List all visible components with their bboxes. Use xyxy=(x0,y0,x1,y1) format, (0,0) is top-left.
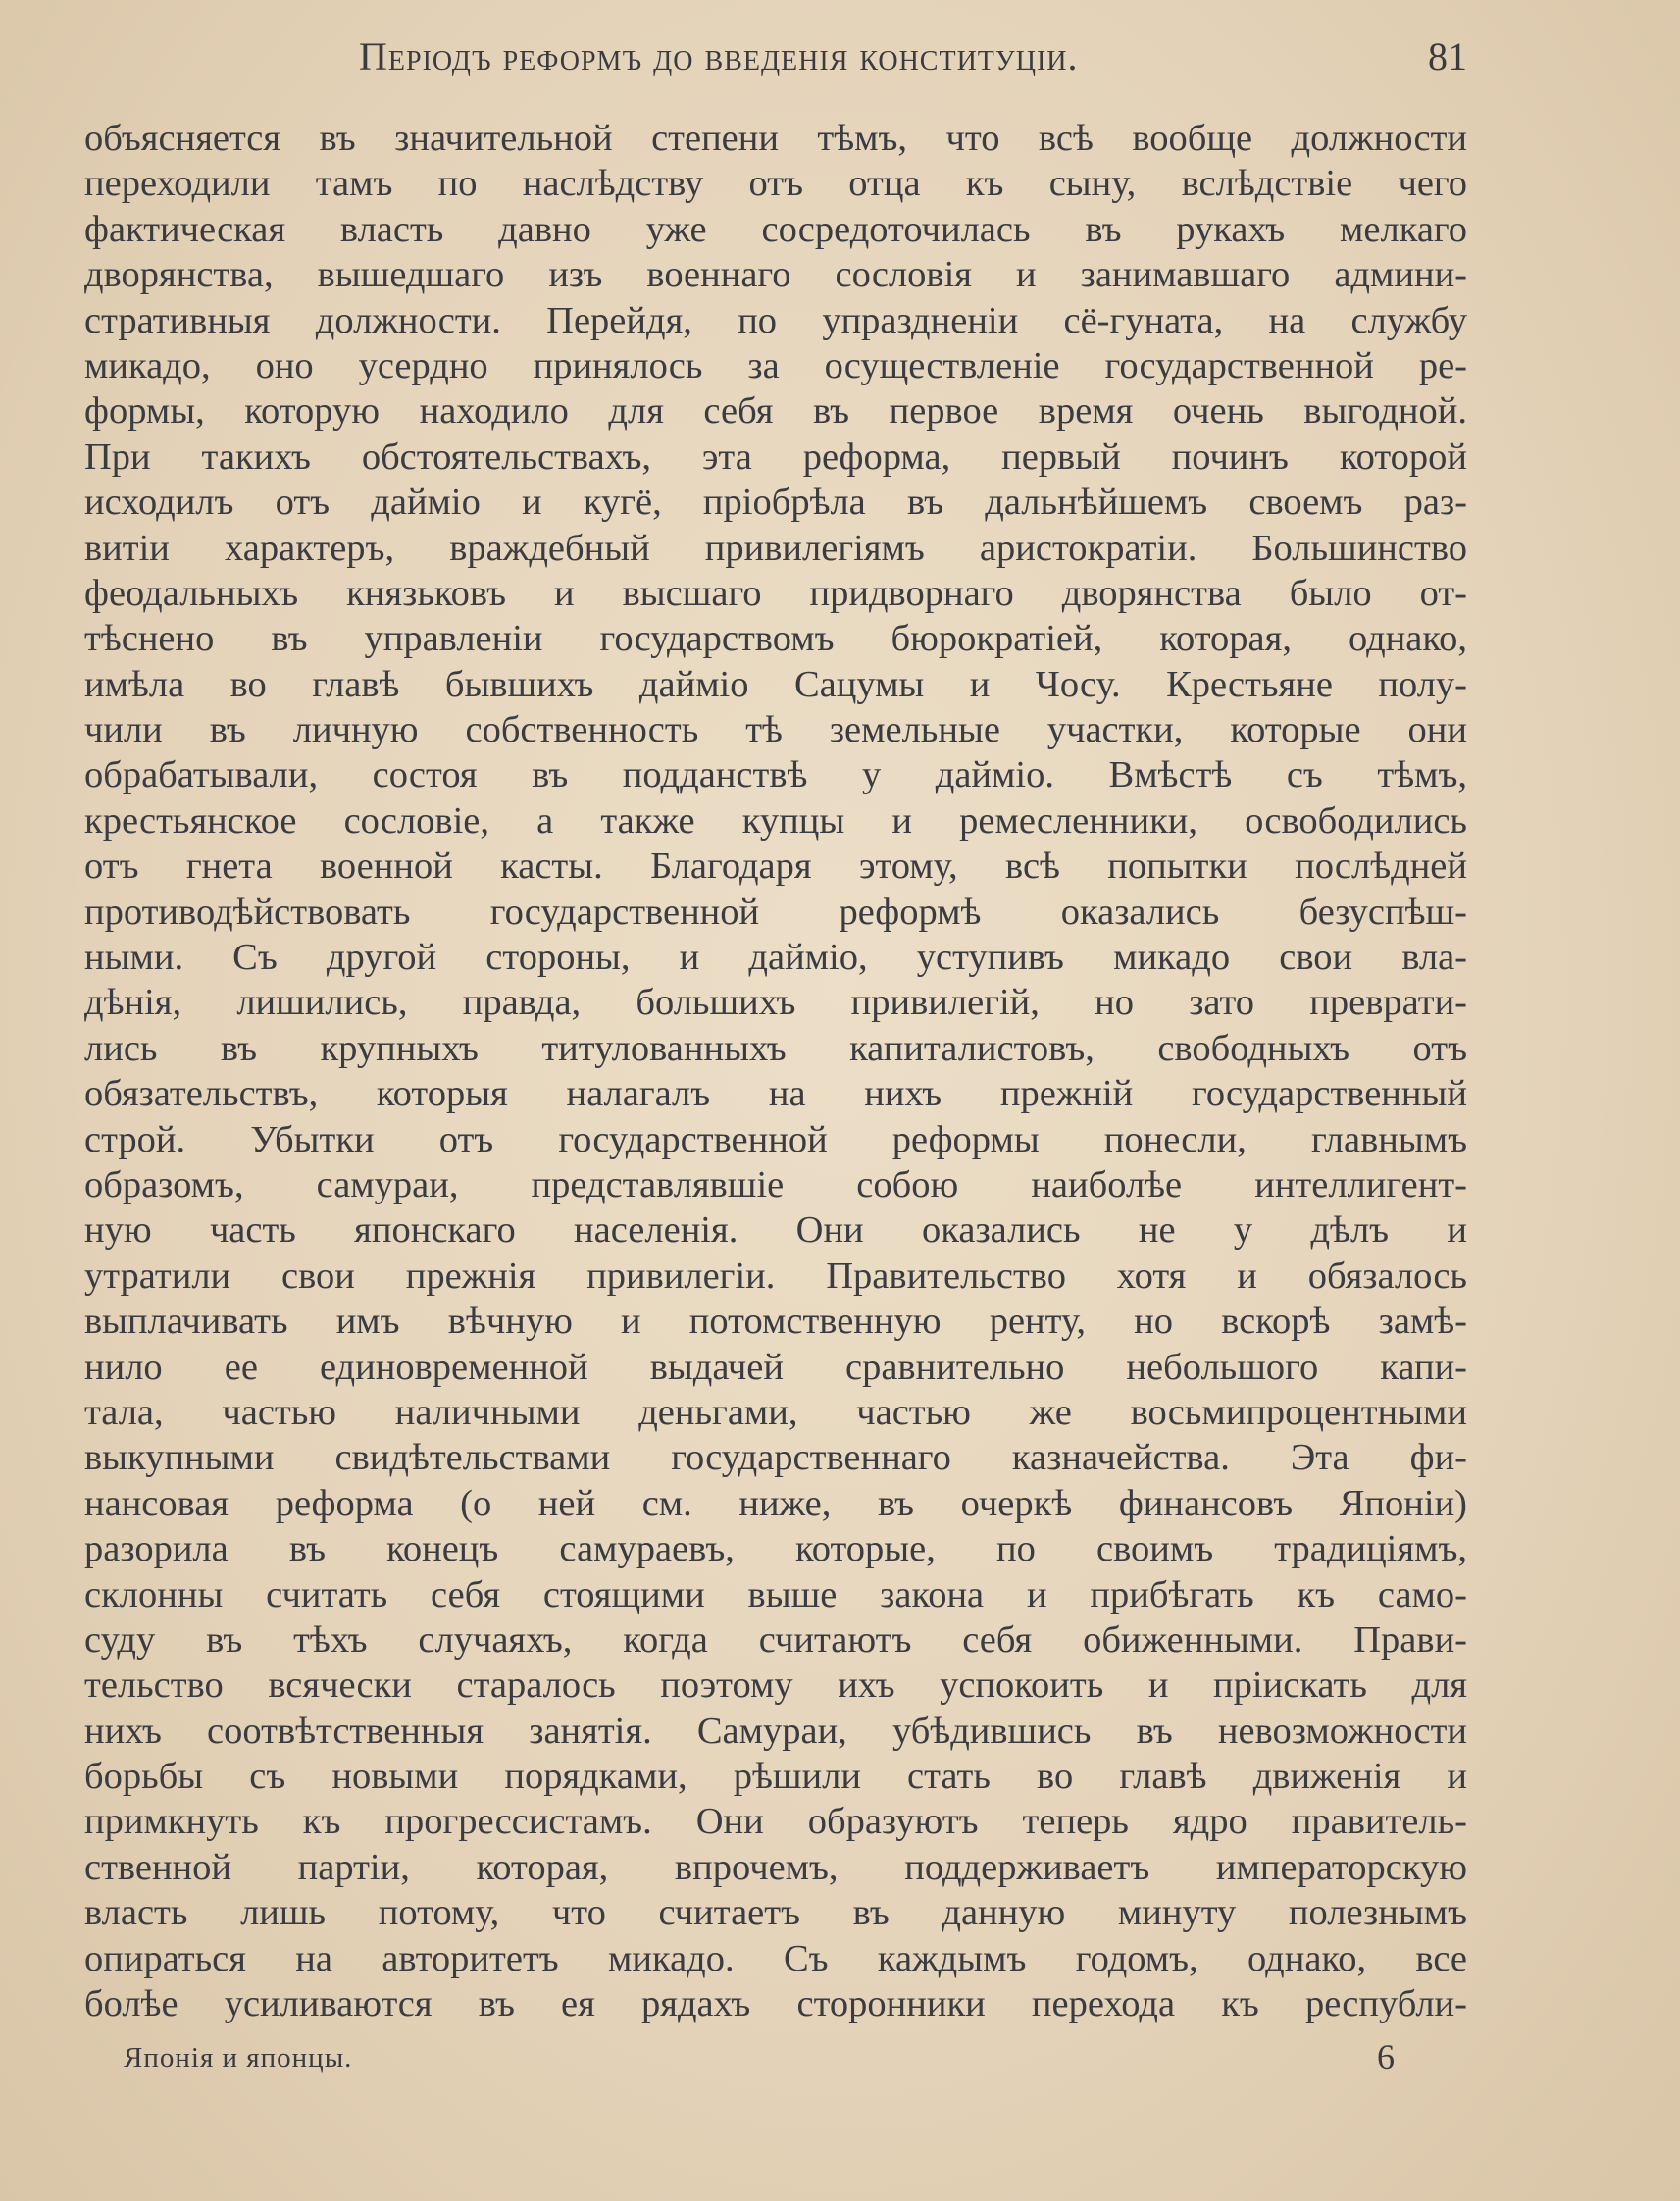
text-line: болѣе усиливаются въ ея рядахъ сторонники перехода къ республи- xyxy=(84,1983,1467,2025)
text-line: разорила въ конецъ самураевъ, которые, по своимъ традиціямъ, xyxy=(84,1528,1467,1570)
text-line: переходили тамъ по наслѣдству отъ отца къ сыну, вслѣдствіе чего xyxy=(84,163,1467,205)
text-line: обрабатывали, состоя въ подданствѣ у дайміо. Вмѣстѣ съ тѣмъ, xyxy=(84,754,1467,796)
text-line: выплачивать имъ вѣчную и потомственную ренту, но вскорѣ замѣ- xyxy=(84,1301,1467,1343)
text-line: формы, которую находило для себя въ первое время очень выгодной. xyxy=(84,390,1467,433)
running-title: Періодъ реформъ до введенія конституціи. xyxy=(359,34,1079,78)
text-line: примкнуть къ прогрессистамъ. Они образуютъ теперь ядро правитель- xyxy=(84,1801,1467,1843)
text-line: крестьянское сословіе, а также купцы и ремесленники, освободились xyxy=(84,799,1467,842)
text-line: При такихъ обстоятельствахъ, эта реформа, первый починъ которой xyxy=(84,435,1467,478)
text-line: строй. Убытки отъ государственной реформы понесли, главнымъ xyxy=(84,1118,1467,1160)
text-line: утратили свои прежнія привилегіи. Правительство хотя и обязалось xyxy=(84,1254,1467,1297)
text-line: чили въ личную собственность тѣ земельные участки, которые они xyxy=(84,709,1467,751)
text-line: исходилъ отъ дайміо и кугё, пріобрѣла въ дальнѣйшемъ своемъ раз- xyxy=(84,482,1467,524)
text-line: выкупными свидѣтельствами государственнаго казначейства. Эта фи- xyxy=(84,1437,1467,1479)
text-line: ными. Съ другой стороны, и дайміо, уступивъ микадо свои вла- xyxy=(84,937,1467,979)
text-line: образомъ, самураи, представлявшіе собою наиболѣе интеллигент- xyxy=(84,1163,1467,1205)
text-line: склонны считать себя стоящими выше закона и прибѣгать къ само- xyxy=(84,1573,1467,1615)
text-line: обязательствъ, которыя налагалъ на нихъ прежній государственный xyxy=(84,1073,1467,1115)
text-line: нило ее единовременной выдачей сравнительно небольшого капи- xyxy=(84,1346,1467,1388)
text-line: дѣнія, лишились, правда, большихъ привилегій, но зато преврати- xyxy=(84,982,1467,1024)
text-line: объясняется въ значительной степени тѣмъ, что всѣ вообще должности xyxy=(84,118,1467,159)
page-header xyxy=(84,33,1467,82)
signature-mark: 6 xyxy=(1377,2037,1395,2076)
page-number: 81 xyxy=(1428,34,1467,78)
text-line: власть лишь потому, что считаетъ въ данную минуту полезнымъ xyxy=(84,1892,1467,1934)
text-line: микадо, оно усердно принялось за осуществленіе государственной ре- xyxy=(84,344,1467,386)
text-line: борьбы съ новыми порядками, рѣшили стать во главѣ движенія и xyxy=(84,1756,1467,1798)
text-line: фактическая власть давно уже сосредоточилась въ рукахъ мелкаго xyxy=(84,208,1467,250)
text-line: стративныя должности. Перейдя, по упраздненіи сё-гуната, на службу xyxy=(84,299,1467,341)
text-line: тѣснено въ управленіи государствомъ бюрократіей, которая, однако, xyxy=(84,618,1467,660)
text-line: дворянства, вышедшаго изъ военнаго сословія и занимавшаго админи- xyxy=(84,254,1467,296)
text-line: ственной партіи, которая, впрочемъ, поддерживаетъ императорскую xyxy=(84,1846,1467,1888)
text-line: суду въ тѣхъ случаяхъ, когда считаютъ себя обиженными. Прави- xyxy=(84,1618,1467,1661)
text-line: отъ гнета военной касты. Благодаря этому, всѣ попытки послѣдней xyxy=(84,845,1467,888)
text-line: ную часть японскаго населенія. Они оказались не у дѣлъ и xyxy=(84,1209,1467,1252)
text-line: феодальныхъ князьковъ и высшаго придворнаго дворянства было от- xyxy=(84,572,1467,614)
text-line: опираться на авторитетъ микадо. Съ каждымъ годомъ, однако, все xyxy=(84,1937,1467,1979)
text-line: витіи характеръ, враждебный привилегіямъ аристократіи. Большинство xyxy=(84,527,1467,569)
text-line: тала, частью наличными деньгами, частью же восьмипроцентными xyxy=(84,1391,1467,1433)
text-line: нансовая реформа (о ней см. ниже, въ очеркѣ финансовъ Японіи) xyxy=(84,1482,1467,1524)
page-footer xyxy=(124,2037,1399,2085)
text-line: имѣла во главѣ бывшихъ дайміо Сацумы и Чосу. Крестьяне полу- xyxy=(84,663,1467,705)
text-line: тельство всячески старалось поэтому ихъ успокоить и пріискать для xyxy=(84,1664,1467,1707)
signature-title: Японія и японцы. xyxy=(124,2042,353,2073)
text-line: лись въ крупныхъ титулованныхъ капиталистовъ, свободныхъ отъ xyxy=(84,1027,1467,1069)
body-text xyxy=(84,116,1467,2026)
text-line: нихъ соотвѣтственныя занятія. Самураи, убѣдившись въ невозможности xyxy=(84,1710,1467,1752)
text-line: противодѣйствовать государственной реформѣ оказались безуспѣш- xyxy=(84,891,1467,933)
